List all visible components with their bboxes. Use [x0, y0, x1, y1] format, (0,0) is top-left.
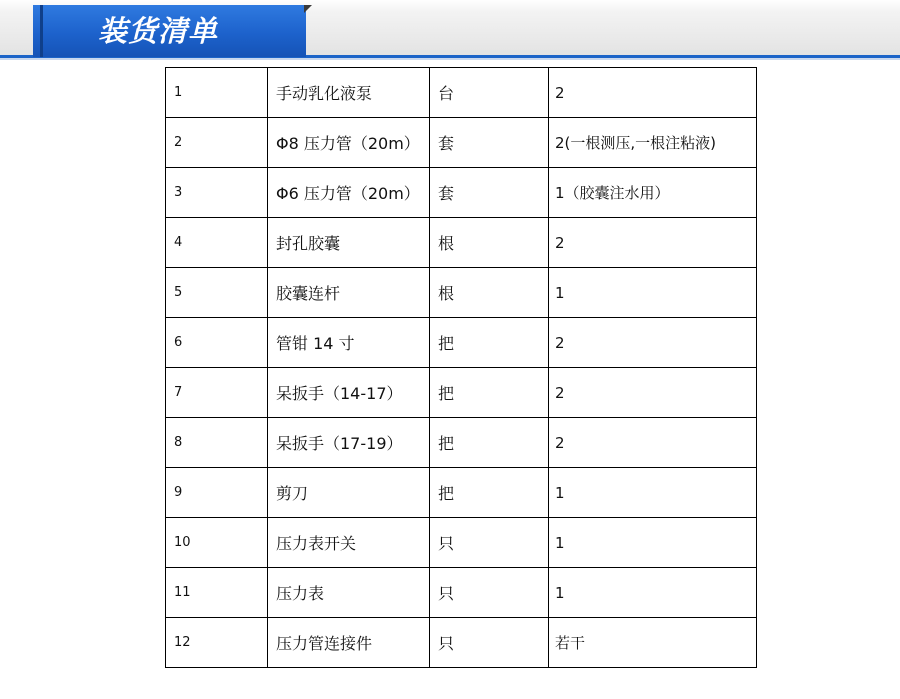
cell-item-number: 4 — [166, 218, 268, 268]
cell-item-name: 剪刀 — [268, 468, 430, 518]
cell-item-number: 9 — [166, 468, 268, 518]
page-title: 装货清单 — [98, 14, 219, 48]
table-row — [166, 468, 757, 518]
table-row — [166, 368, 757, 418]
cell-item-unit: 根 — [430, 218, 549, 268]
cell-item-number: 5 — [166, 268, 268, 318]
cell-item-quantity: 1（胶囊注水用） — [549, 168, 757, 218]
table-row — [166, 118, 757, 168]
cell-item-quantity: 2 — [549, 418, 757, 468]
cell-item-name: 压力表开关 — [268, 518, 430, 568]
header-rule-shadow — [0, 58, 900, 60]
cell-item-unit: 台 — [430, 68, 549, 118]
cell-item-unit: 只 — [430, 568, 549, 618]
packing-list-table — [165, 67, 757, 668]
cell-item-number: 7 — [166, 368, 268, 418]
cell-item-number: 2 — [166, 118, 268, 168]
table-row — [166, 568, 757, 618]
cell-item-number: 10 — [166, 518, 268, 568]
cell-item-name: 压力表 — [268, 568, 430, 618]
cell-item-number: 3 — [166, 168, 268, 218]
cell-item-unit: 套 — [430, 118, 549, 168]
cell-item-number: 8 — [166, 418, 268, 468]
cell-item-name: Φ6 压力管（20m） — [268, 168, 430, 218]
cell-item-quantity: 2 — [549, 318, 757, 368]
cell-item-quantity: 若干 — [549, 618, 757, 668]
cell-item-unit: 把 — [430, 318, 549, 368]
cell-item-name: 呆扳手（14-17） — [268, 368, 430, 418]
table-row — [166, 68, 757, 118]
cell-item-name: Φ8 压力管（20m） — [268, 118, 430, 168]
cell-item-quantity: 1 — [549, 568, 757, 618]
cell-item-quantity: 2 — [549, 368, 757, 418]
cell-item-unit: 只 — [430, 518, 549, 568]
cell-item-unit: 根 — [430, 268, 549, 318]
cell-item-quantity: 1 — [549, 268, 757, 318]
cell-item-unit: 只 — [430, 618, 549, 668]
table-row — [166, 518, 757, 568]
cell-item-name: 压力管连接件 — [268, 618, 430, 668]
table-row — [166, 418, 757, 468]
cell-item-unit: 把 — [430, 418, 549, 468]
cell-item-name: 胶囊连杆 — [268, 268, 430, 318]
packing-list-body — [166, 68, 757, 668]
cell-item-name: 封孔胶囊 — [268, 218, 430, 268]
cell-item-number: 11 — [166, 568, 268, 618]
cell-item-quantity: 2(一根测压,一根注粘液) — [549, 118, 757, 168]
cell-item-unit: 套 — [430, 168, 549, 218]
title-tab-edge — [40, 5, 43, 57]
table-row — [166, 318, 757, 368]
tab-corner-decoration — [304, 5, 312, 13]
cell-item-name: 管钳 14 寸 — [268, 318, 430, 368]
cell-item-name: 手动乳化液泵 — [268, 68, 430, 118]
cell-item-number: 6 — [166, 318, 268, 368]
table-row — [166, 168, 757, 218]
cell-item-number: 1 — [166, 68, 268, 118]
cell-item-quantity: 2 — [549, 218, 757, 268]
cell-item-unit: 把 — [430, 368, 549, 418]
table-row — [166, 618, 757, 668]
cell-item-quantity: 2 — [549, 68, 757, 118]
table-row — [166, 268, 757, 318]
cell-item-quantity: 1 — [549, 468, 757, 518]
cell-item-unit: 把 — [430, 468, 549, 518]
cell-item-quantity: 1 — [549, 518, 757, 568]
cell-item-name: 呆扳手（17-19） — [268, 418, 430, 468]
table-row — [166, 218, 757, 268]
cell-item-number: 12 — [166, 618, 268, 668]
